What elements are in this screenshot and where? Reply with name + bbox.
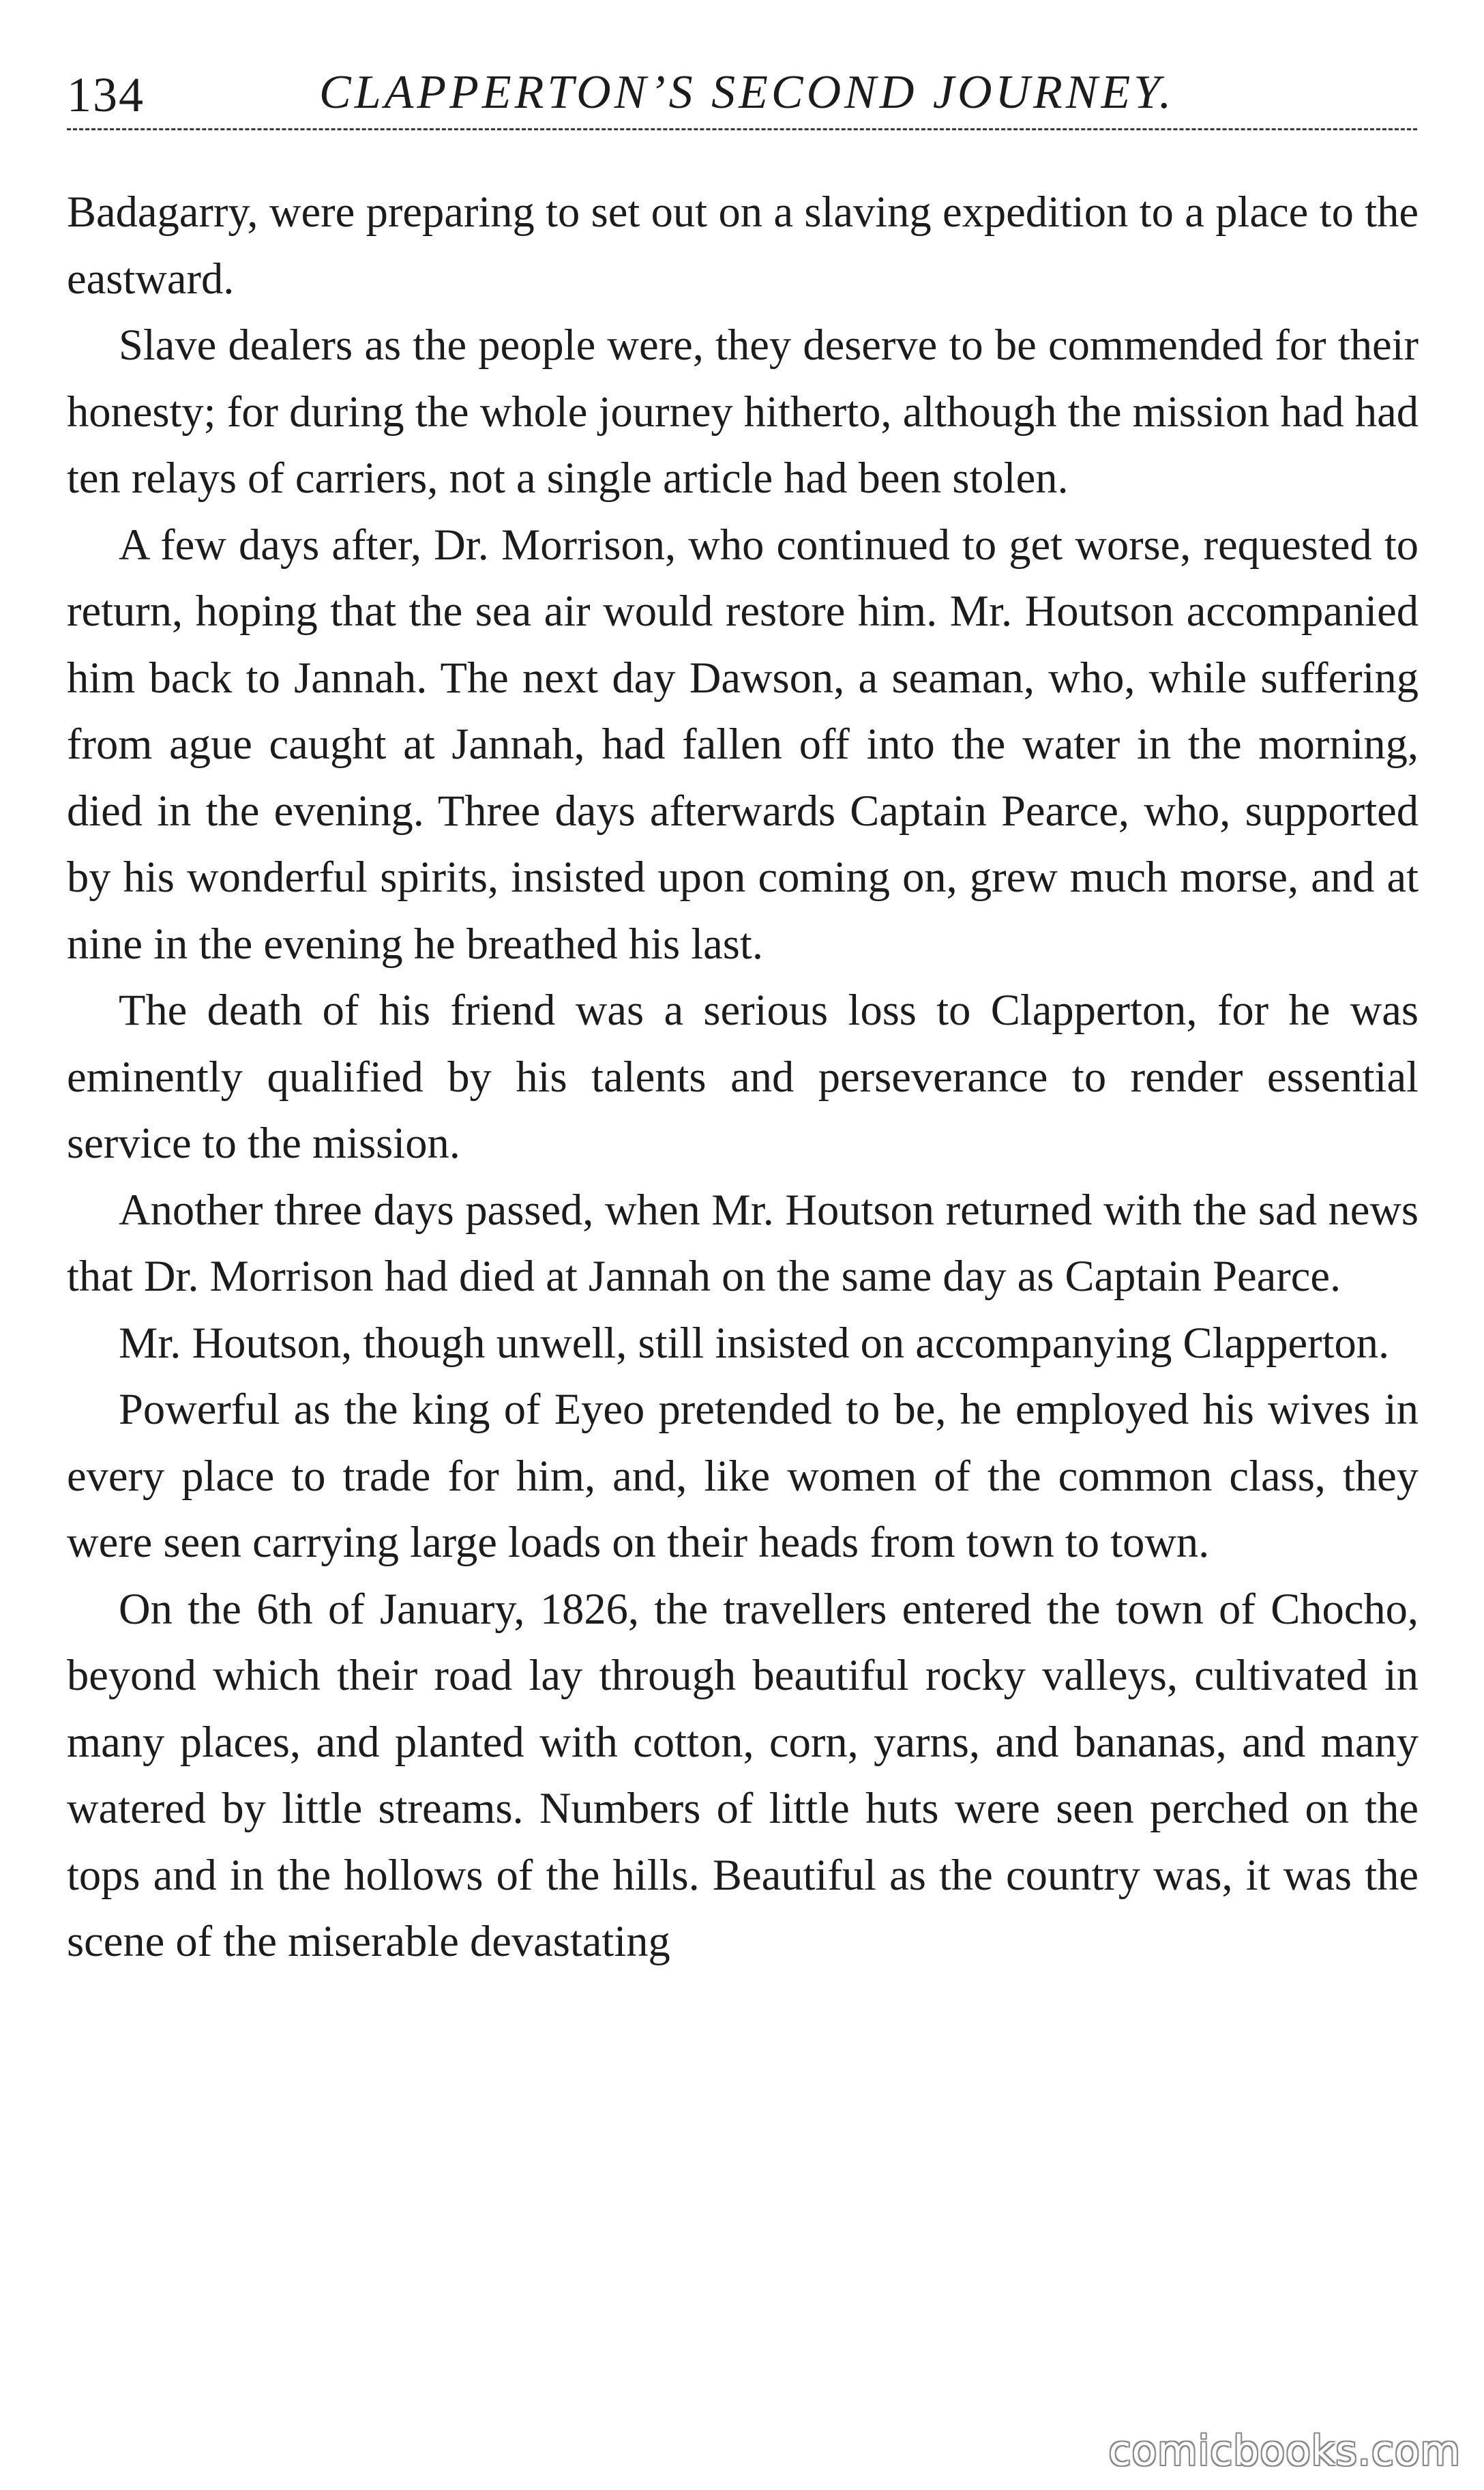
paragraph-2: Slave dealers as the people were, they deserve to be commended for their honesty; for during the whole journey hitherto, although the mission had had ten relays of carriers, not a single article had been stolen.: [67, 321, 1419, 502]
body-text: [67, 179, 1419, 1975]
running-title: CLAPPERTON’S SECOND JOURNEY.: [319, 66, 1175, 119]
paragraph-7: Powerful as the king of Eyeo pretended to be, he employed his wives in every place to trade for him, and, like women of the common class, they were seen carrying large loads on their heads from town to town.: [67, 1385, 1419, 1566]
paragraph-4: The death of his friend was a serious loss to Clapperton, for he was eminently qualified by his talents and perseverance to render essential service to the mission.: [67, 986, 1419, 1167]
header-divider: [67, 128, 1417, 130]
page-number: 134: [67, 68, 145, 122]
paragraph-8: On the 6th of January, 1826, the travellers entered the town of Chocho, beyond which their road lay through beautiful rocky valleys, cultivated in many places, and planted with cotton, corn, yarns, and bananas, and many watered by little streams. Numbers of little huts were seen perched on the tops and in the hollows of the hills. Beautiful as the country was, it was the scene of the miserable devastating: [67, 1584, 1419, 1965]
watermark: comicbooks.com: [1108, 2427, 1461, 2475]
paragraph-3: A few days after, Dr. Morrison, who continued to get worse, requested to return, hoping that the sea air would restore him. Mr. Houtson accompanied him back to Jannah. The next day Dawson, a seaman, who, while suffering from ague caught at Jannah, had fallen off into the water in the morning, died in the evening. Three days afterwards Captain Pearce, who, supported by his wonderful spirits, insisted upon coming on, grew much morse, and at nine in the evening he breathed his last.: [67, 520, 1419, 968]
paragraph-1: Badagarry, were preparing to set out on a slaving expedition to a place to the eastward.: [67, 188, 1419, 303]
page-header: [67, 53, 1417, 135]
paragraph-5: Another three days passed, when Mr. Houtson returned with the sad news that Dr. Morrison had died at Jannah on the same day as Captain Pearce.: [67, 1185, 1419, 1300]
paragraph-6: Mr. Houtson, though unwell, still insisted on accompanying Clapperton.: [119, 1318, 1390, 1367]
